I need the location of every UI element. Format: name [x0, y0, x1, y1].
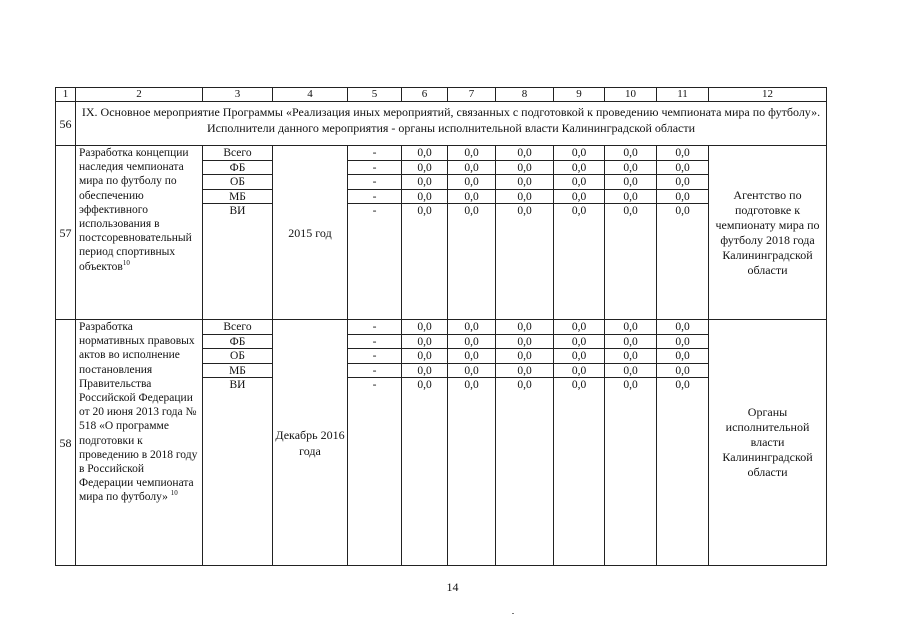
period: Декабрь 2016 года — [273, 320, 348, 566]
value: 0,0 — [496, 175, 553, 190]
value-cell — [348, 320, 402, 566]
value-cell — [554, 320, 605, 566]
value: 0,0 — [402, 364, 447, 379]
value-cell — [402, 146, 448, 320]
value-cell — [402, 320, 448, 566]
value: - — [348, 320, 401, 335]
column-number: 7 — [448, 88, 496, 102]
value: 0,0 — [448, 349, 495, 364]
value-cell — [448, 146, 496, 320]
column-number: 6 — [402, 88, 448, 102]
value: 0,0 — [554, 320, 604, 335]
column-number: 5 — [348, 88, 402, 102]
page-number: 14 — [446, 580, 459, 594]
value: 0,0 — [417, 379, 432, 391]
column-number: 12 — [709, 88, 827, 102]
value: 0,0 — [554, 364, 604, 379]
value: 0,0 — [623, 205, 638, 217]
value: 0,0 — [657, 320, 708, 335]
value: - — [348, 364, 401, 379]
row-number: 57 — [56, 146, 76, 320]
value: 0,0 — [605, 146, 656, 161]
value: 0,0 — [448, 175, 495, 190]
value: - — [348, 190, 401, 205]
plan-table — [55, 87, 827, 566]
value: 0,0 — [496, 161, 553, 176]
value: 0,0 — [517, 379, 532, 391]
value: 0,0 — [496, 335, 553, 350]
source-label: ФБ — [203, 161, 272, 176]
value: 0,0 — [605, 175, 656, 190]
source-label: ВИ — [229, 205, 246, 217]
value: 0,0 — [554, 335, 604, 350]
column-number-row — [56, 88, 827, 102]
description-text: Разработка нормативных правовых актов во исполнение постановления Правительства Российской Федерации от 20 июня 2013 года № 518 «О программе подготовки к проведению в 2018 году в Российской Федерации чемпионата мира по футболу» — [79, 321, 198, 504]
footnote-mark: 10 — [122, 258, 130, 267]
value: 0,0 — [571, 379, 587, 391]
value: 0,0 — [402, 320, 447, 335]
column-number: 8 — [496, 88, 554, 102]
value: 0,0 — [605, 335, 656, 350]
source-label: ВИ — [229, 379, 246, 391]
value: 0,0 — [448, 161, 495, 176]
column-number: 3 — [203, 88, 273, 102]
column-number: 2 — [76, 88, 203, 102]
value: - — [348, 175, 401, 190]
value: 0,0 — [554, 190, 604, 205]
source-label: Всего — [203, 146, 272, 161]
value: 0,0 — [623, 379, 638, 391]
value: 0,0 — [496, 364, 553, 379]
value: 0,0 — [657, 349, 708, 364]
value: 0,0 — [402, 146, 447, 161]
value: - — [348, 161, 401, 176]
value: 0,0 — [448, 320, 495, 335]
value-cell — [348, 146, 402, 320]
value: 0,0 — [657, 175, 708, 190]
value: 0,0 — [496, 190, 553, 205]
source-label: ОБ — [203, 349, 272, 364]
value: 0,0 — [605, 320, 656, 335]
column-number: 11 — [657, 88, 709, 102]
footnote-mark: 10 — [170, 489, 178, 498]
description-text: Разработка концепции наследия чемпионата мира по футболу по обеспечению эффективного использования в постсоревновательный период спортивных объектов — [79, 147, 192, 273]
column-number: 9 — [554, 88, 605, 102]
value: 0,0 — [417, 205, 432, 217]
value: 0,0 — [448, 190, 495, 205]
source-label: МБ — [203, 190, 272, 205]
measure-description — [76, 146, 203, 320]
value-cell — [496, 146, 554, 320]
value-cell — [554, 146, 605, 320]
value: 0,0 — [402, 175, 447, 190]
table-row — [56, 320, 827, 566]
value: - — [372, 379, 377, 391]
value: 0,0 — [402, 349, 447, 364]
row-number: 58 — [56, 320, 76, 566]
value: 0,0 — [402, 190, 447, 205]
executor: Органы исполнительной власти Калининградской области — [709, 320, 827, 566]
column-number: 4 — [273, 88, 348, 102]
value: 0,0 — [496, 320, 553, 335]
funding-sources — [203, 320, 273, 566]
value: 0,0 — [496, 146, 553, 161]
value: 0,0 — [554, 161, 604, 176]
value: 0,0 — [605, 161, 656, 176]
value: 0,0 — [605, 364, 656, 379]
value: 0,0 — [517, 205, 532, 217]
value: 0,0 — [657, 335, 708, 350]
source-label: ФБ — [203, 335, 272, 350]
value: 0,0 — [554, 146, 604, 161]
value: 0,0 — [496, 349, 553, 364]
table-row — [56, 146, 827, 320]
value: 0,0 — [448, 146, 495, 161]
value: - — [348, 146, 401, 161]
value: - — [372, 205, 377, 217]
value: - — [348, 349, 401, 364]
value: 0,0 — [657, 146, 708, 161]
value: 0,0 — [448, 364, 495, 379]
value: 0,0 — [464, 205, 479, 217]
section-row — [56, 102, 827, 146]
section-number: 56 — [56, 102, 76, 146]
column-number: 1 — [56, 88, 76, 102]
value-cell — [496, 320, 554, 566]
value: 0,0 — [605, 349, 656, 364]
value-cell — [657, 320, 709, 566]
value: 0,0 — [657, 364, 708, 379]
value: 0,0 — [675, 205, 690, 217]
value-cell — [605, 146, 657, 320]
value: 0,0 — [675, 379, 690, 391]
source-label: Всего — [203, 320, 272, 335]
period: 2015 год — [273, 146, 348, 320]
funding-sources — [203, 146, 273, 320]
value-cell — [657, 146, 709, 320]
measure-description — [76, 320, 203, 566]
executor: Агентство по подготовке к чемпионату мира по футболу 2018 года Калининградской области — [709, 146, 827, 320]
column-number: 10 — [605, 88, 657, 102]
value: 0,0 — [657, 190, 708, 205]
value: 0,0 — [448, 335, 495, 350]
value: - — [348, 335, 401, 350]
source-label: МБ — [203, 364, 272, 379]
value: 0,0 — [554, 349, 604, 364]
value: 0,0 — [657, 161, 708, 176]
value: 0,0 — [402, 335, 447, 350]
section-title: IX. Основное мероприятие Программы «Реализация иных мероприятий, связанных с подготовкой к проведению чемпионата мира по футболу». Исполнители данного мероприятия - органы исполнительной власти Калининградской области — [76, 102, 827, 146]
value-cell — [605, 320, 657, 566]
scan-speck — [512, 613, 514, 614]
value: 0,0 — [605, 190, 656, 205]
source-label: ОБ — [203, 175, 272, 190]
value: 0,0 — [464, 379, 479, 391]
value: 0,0 — [402, 161, 447, 176]
value-cell — [448, 320, 496, 566]
value: 0,0 — [571, 205, 587, 217]
value: 0,0 — [554, 175, 604, 190]
